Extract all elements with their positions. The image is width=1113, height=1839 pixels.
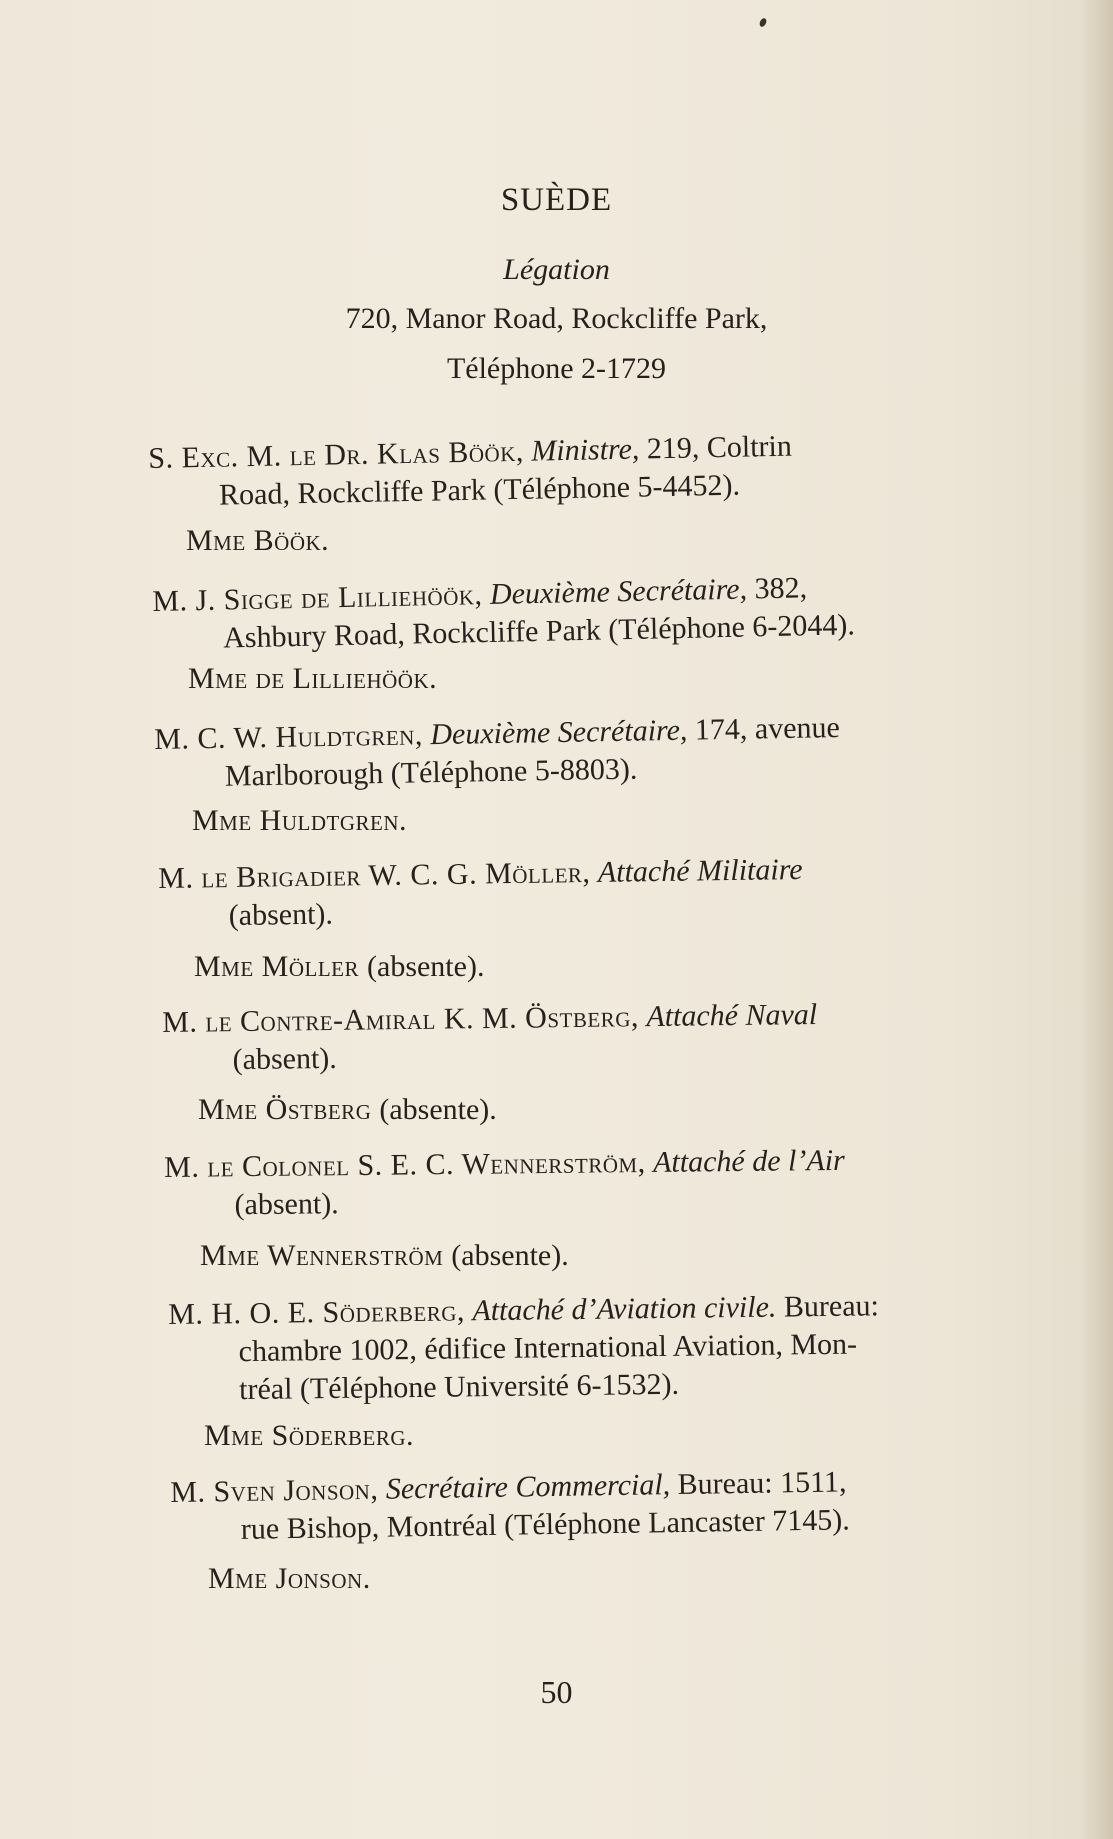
entry-spouse: Mme Böök.: [186, 524, 330, 557]
entry-name: M. Sven Jonson,: [170, 1472, 379, 1509]
entry-air-attache: [164, 1142, 845, 1225]
entry-name: M. le Brigadier W. C. G. Möller,: [158, 855, 591, 895]
entry-title: Deuxième Secrétaire,: [430, 713, 688, 752]
entry-spouse: Mme de Lilliehöök.: [188, 662, 438, 695]
spouse-status: (absente).: [367, 950, 485, 983]
entry-second-secretary: [152, 568, 855, 659]
entry-spouse: [194, 950, 484, 984]
entry-address-cont: rue Bishop, Montréal (Téléphone Lancaster 7145).: [240, 1503, 851, 1546]
entry-military-attache: [158, 851, 803, 936]
spouse-name: Mme Möller: [194, 950, 360, 983]
entry-second-secretary-2: [154, 709, 841, 797]
entry-status: (absent).: [234, 1187, 339, 1222]
entry-spouse: [198, 1093, 497, 1127]
entry-address-cont-2: tréal (Téléphone Université 6-1532).: [238, 1367, 680, 1407]
entry-name: S. Exc. M. le Dr. Klas Böök,: [148, 434, 525, 475]
entry-minister: [148, 428, 793, 516]
entry-title: Secrétaire Commercial,: [385, 1468, 671, 1506]
entry-address: Bureau:: [783, 1289, 880, 1324]
entry-address-cont: Marlborough (Téléphone 5-8803).: [224, 752, 638, 793]
spouse-name: Mme Wennerström: [200, 1239, 444, 1272]
entry-title: Attaché Militaire: [597, 853, 803, 889]
spouse-status: (absente).: [451, 1239, 569, 1272]
entry-title: Attaché Naval: [646, 997, 818, 1034]
entry-title: Ministre,: [530, 432, 640, 468]
entry-title: Attaché de l’Air: [652, 1143, 845, 1179]
country-heading: SUÈDE: [500, 182, 613, 218]
entry-name: M. le Contre-Amiral K. M. Östberg,: [162, 1000, 640, 1039]
page-number: 50: [540, 1674, 573, 1710]
entry-spouse: Mme Jonson.: [208, 1562, 371, 1595]
entry-address: 219, Coltrin: [646, 429, 793, 466]
entry-title: Attaché d’Aviation civile.: [472, 1290, 777, 1328]
entry-name: M. C. W. Huldtgren,: [154, 718, 424, 756]
entry-address: 382,: [754, 571, 808, 606]
spouse-status: (absente).: [379, 1093, 497, 1126]
spouse-name: Mme Östberg: [198, 1093, 372, 1126]
entry-spouse: [200, 1239, 569, 1273]
entry-address-cont: chambre 1002, édifice International Aviation, Mon-: [238, 1327, 858, 1369]
entry-civil-aviation-attache: [168, 1287, 880, 1410]
legation-address: 720, Manor Road, Rockcliffe Park,: [345, 302, 768, 335]
entry-commercial-secretary: [170, 1463, 850, 1550]
legation-phone: Téléphone 2-1729: [446, 352, 667, 385]
entry-title: Deuxième Secrétaire,: [489, 572, 748, 611]
entry-status: (absent).: [228, 897, 334, 933]
entry-address-cont: Ashbury Road, Rockcliffe Park (Téléphone 6-2044).: [222, 608, 856, 655]
entry-spouse: Mme Huldtgren.: [192, 804, 407, 837]
section-heading: Légation: [503, 253, 610, 286]
entry-address: Bureau: 1511,: [677, 1465, 847, 1502]
entry-address-cont: Road, Rockcliffe Park (Téléphone 5-4452).: [218, 468, 741, 512]
entry-address: 174, avenue: [694, 711, 841, 747]
entry-name: M. J. Sigge de Lilliehöök,: [152, 578, 483, 618]
entry-naval-attache: [162, 996, 818, 1080]
entry-status: (absent).: [232, 1041, 338, 1077]
entry-name: M. le Colonel S. E. C. Wennerström,: [164, 1145, 646, 1184]
entry-spouse: Mme Söderberg.: [204, 1419, 415, 1452]
entry-name: M. H. O. E. Söderberg,: [168, 1294, 466, 1331]
